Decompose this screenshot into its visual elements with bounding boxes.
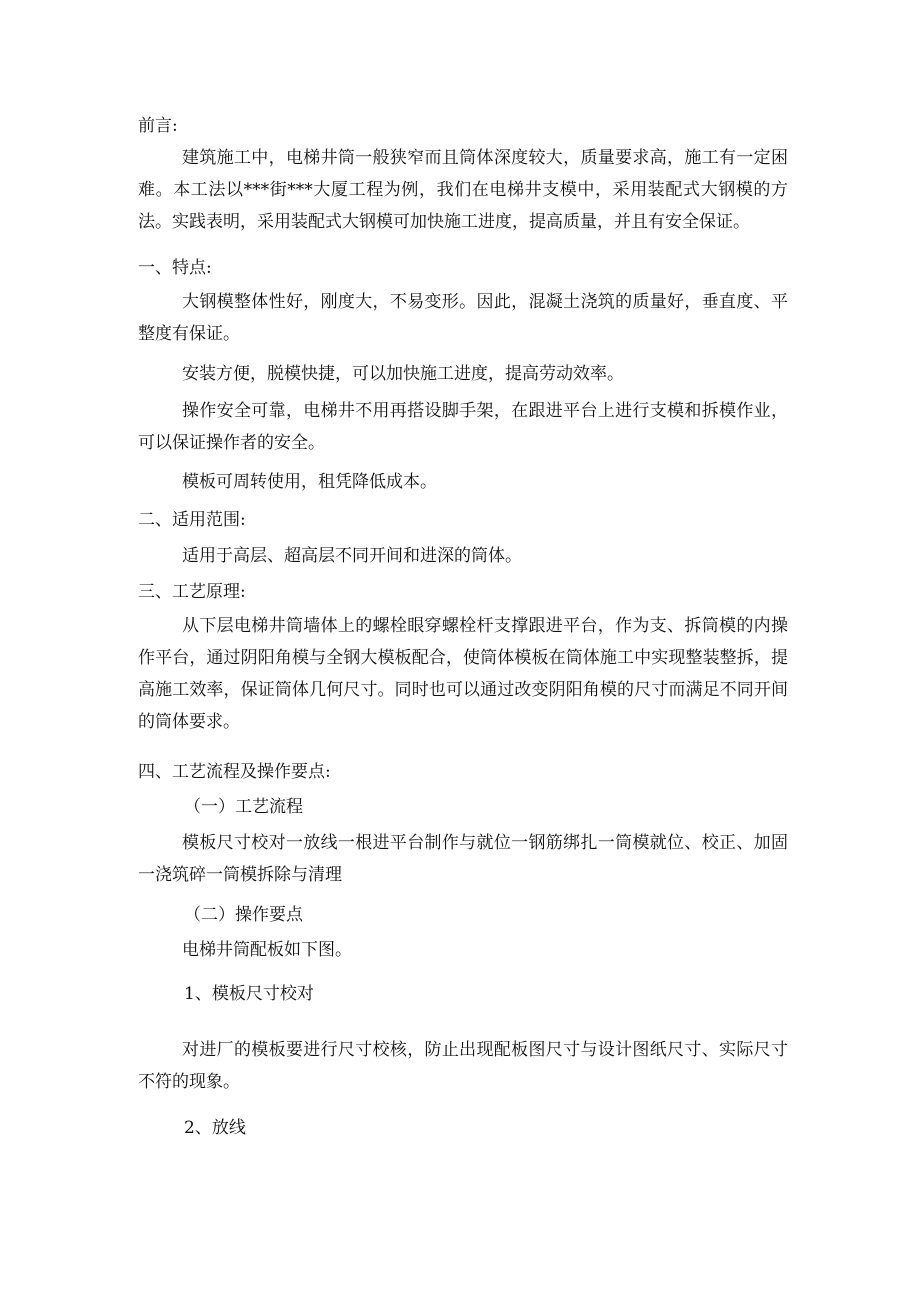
figure-note: 电梯井筒配板如下图。 [182,940,352,960]
preface-paragraph: 建筑施工中，电梯井筒一般狭窄而且筒体深度较大，质量要求高，施工有一定困难。本工法以***街***大厦工程为例，我们在电梯井支模中，采用装配式大钢模的方法。实践表明，采用装配式大钢模可加快施工进度，提高质量，并且有安全保证。 [138,148,788,232]
section-4-subheading-1: （一）工艺流程 [184,797,303,817]
item-1-heading: 1、模板尺寸校对 [184,984,314,1004]
item-2-heading: 2、放线 [184,1118,246,1138]
section-2-heading: 二、适用范围: [138,510,246,530]
section-1-heading: 一、特点: [138,258,212,278]
section-4-heading: 四、工艺流程及操作要点: [138,762,331,782]
section-2-paragraph-1: 适用于高层、超高层不同开间和进深的筒体。 [182,546,522,566]
section-3-heading: 三、工艺原理: [138,582,246,602]
section-3-paragraph-1: 从下层电梯井筒墙体上的螺栓眼穿螺栓杆支撑跟进平台，作为支、拆筒模的内操作平台，通过阴阳角模与全钢大模板配合，使筒体模板在筒体施工中实现整装整拆，提高施工效率，保证筒体几何尺寸。同时也可以通过改变阴阳角模的尺寸而满足不同开间的筒体要求。 [138,616,788,732]
item-1-paragraph: 对进厂的模板要进行尺寸校核，防止出现配板图尺寸与设计图纸尺寸、实际尺寸不符的现象。 [138,1040,788,1092]
preface-heading: 前言: [138,116,178,136]
process-flow-paragraph: 模板尺寸校对一放线一根进平台制作与就位一钢筋绑扎一筒模就位、校正、加固一浇筑碎一筒模拆除与清理 [138,833,788,885]
section-1-paragraph-4: 模板可周转使用，租凭降低成本。 [182,472,437,492]
section-4-subheading-2: （二）操作要点 [184,905,303,925]
section-1-paragraph-2: 安装方便，脱模快捷，可以加快施工进度，提高劳动效率。 [182,364,624,384]
section-1-paragraph-1: 大钢模整体性好，刚度大，不易变形。因此，混凝土浇筑的质量好，垂直度、平整度有保证。 [138,292,788,344]
section-1-paragraph-3: 操作安全可靠，电梯井不用再搭设脚手架，在跟进平台上进行支模和拆模作业，可以保证操作者的安全。 [138,401,788,453]
